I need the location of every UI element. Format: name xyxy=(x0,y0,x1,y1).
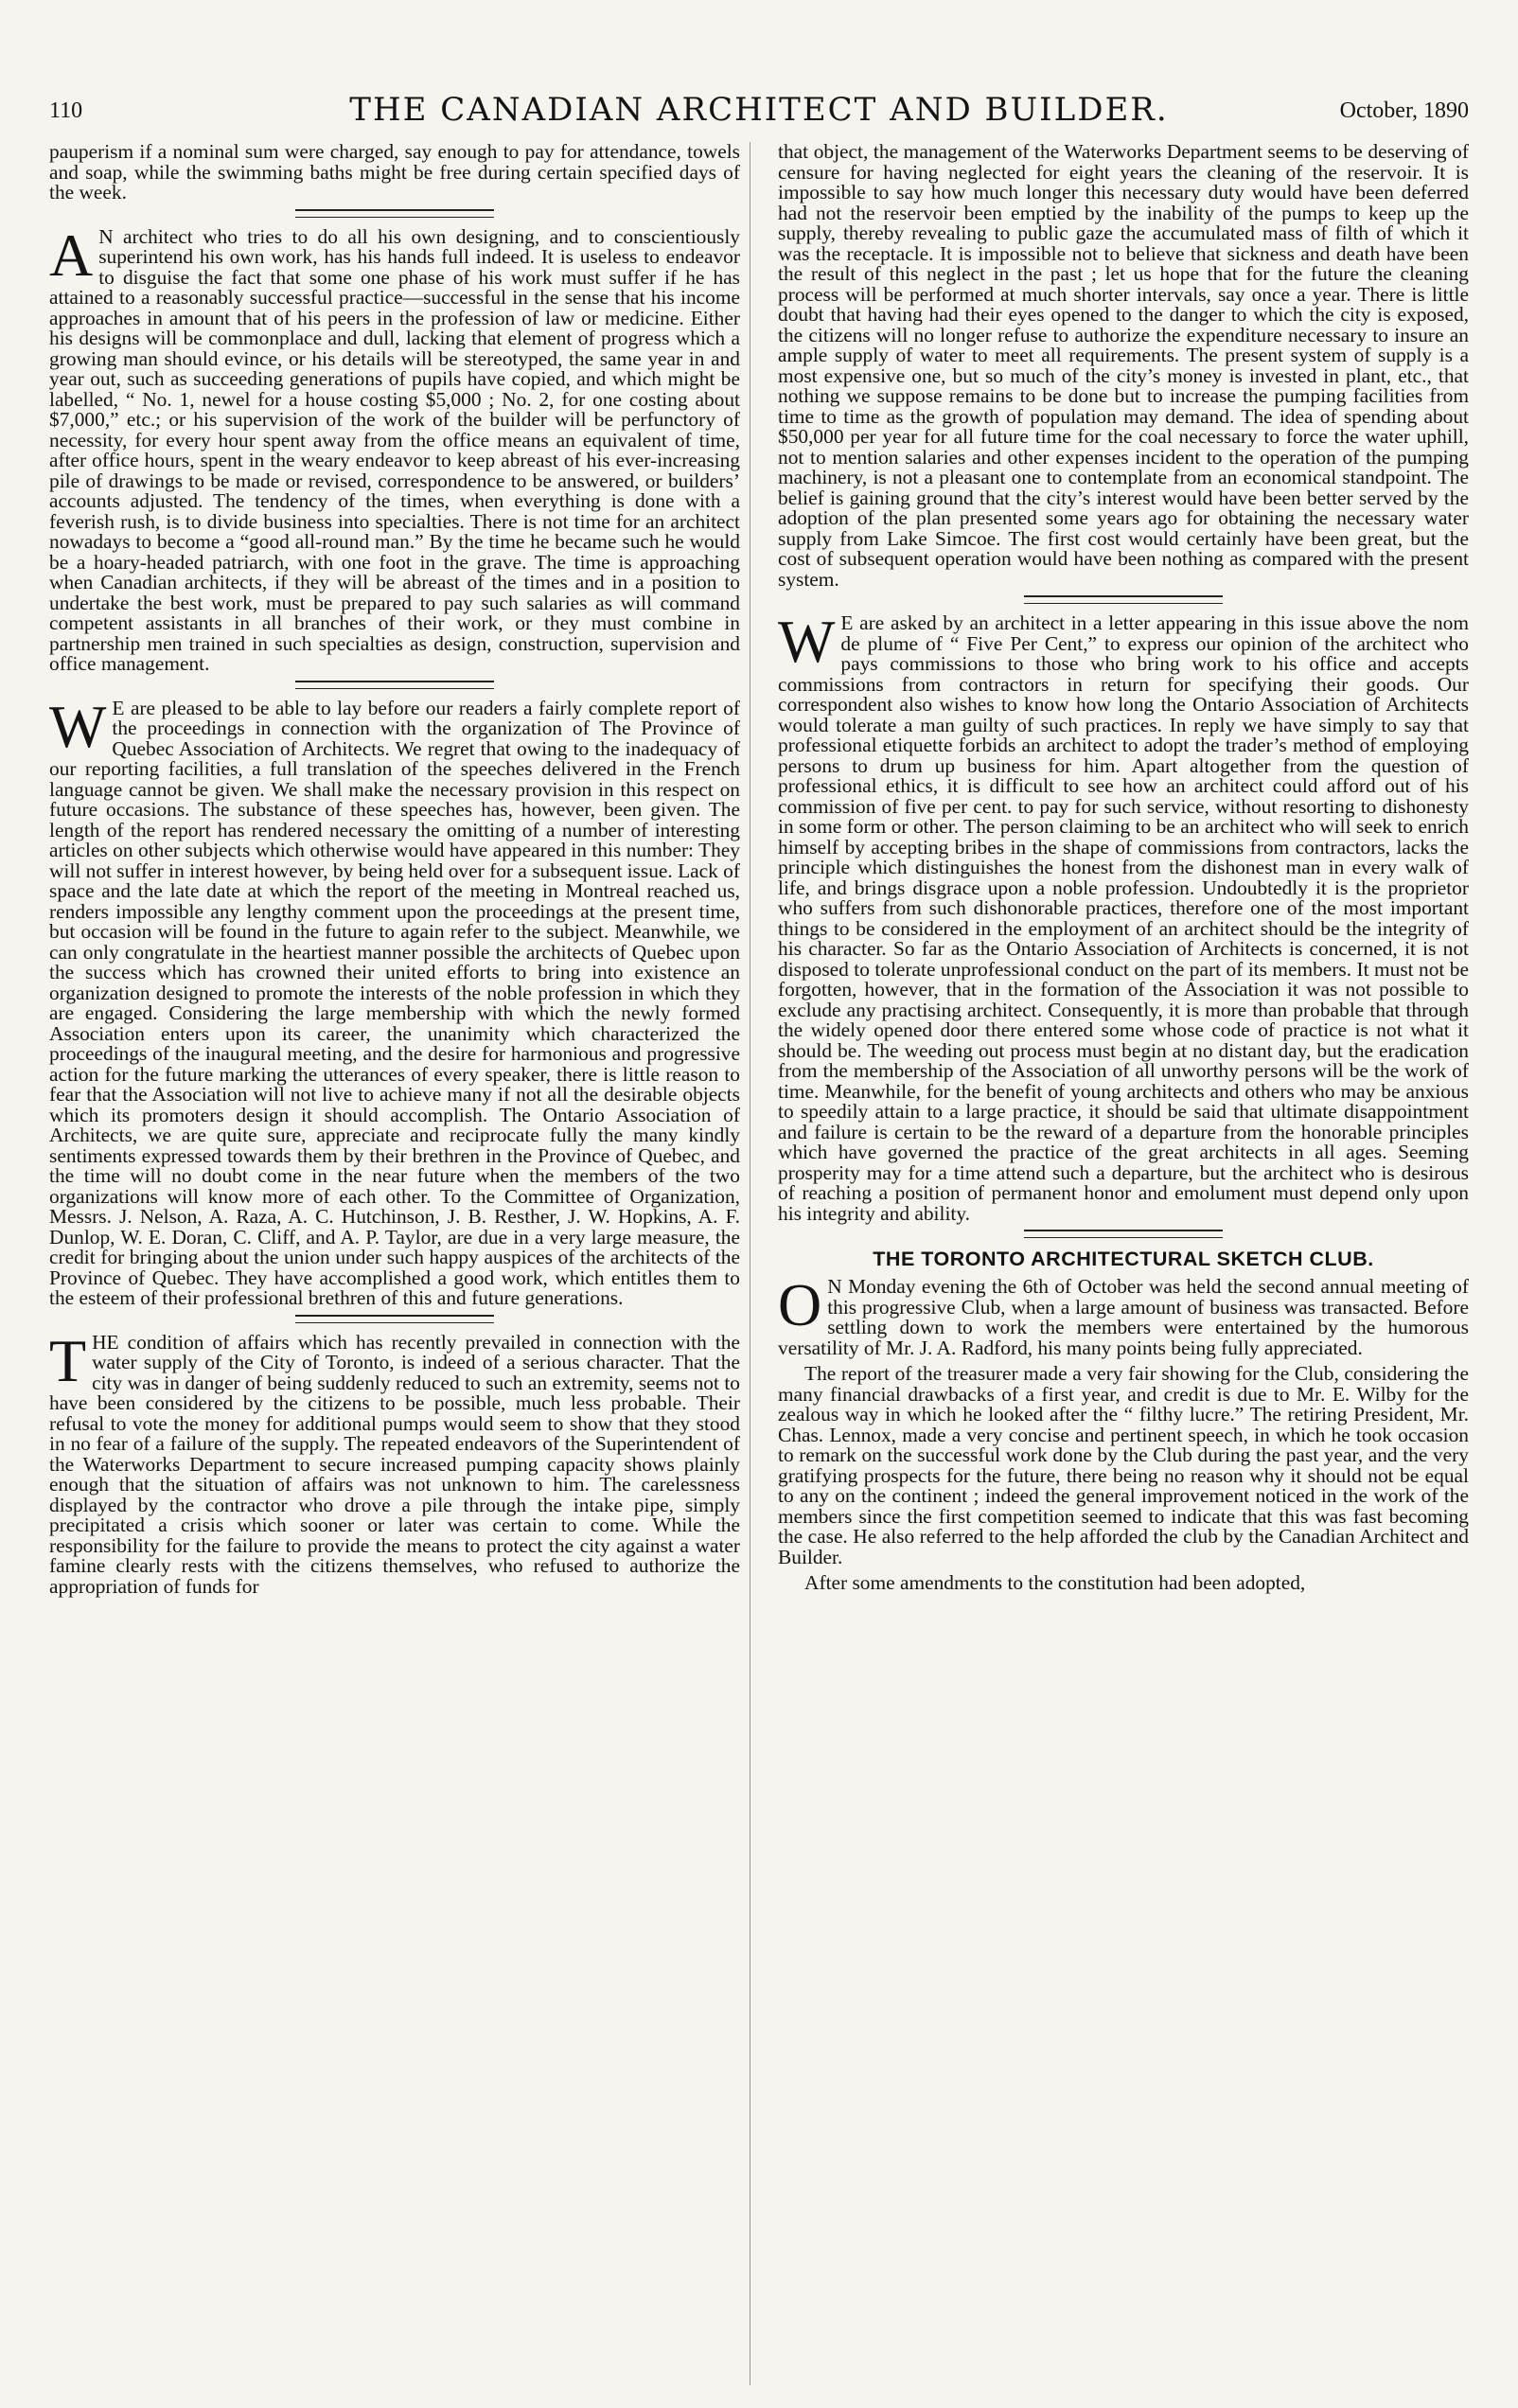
pauperism-paragraph: pauperism if a nominal sum were charged, say enough to pay for attendance, towels and soap, while the swimming baths might be free during certain specified days of the week. xyxy=(49,142,740,204)
dropcap-letter: W xyxy=(49,692,107,760)
issue-date: October, 1890 xyxy=(1339,98,1469,123)
journal-title: THE CANADIAN ARCHITECT AND BUILDER. xyxy=(349,91,1169,129)
dropcap-letter: O xyxy=(778,1271,822,1338)
commissions-editorial xyxy=(778,608,1469,1225)
page-number: 110 xyxy=(49,98,83,123)
sketch-club-heading: THE TORONTO ARCHITECTURAL SKETCH CLUB. xyxy=(873,1248,1374,1270)
waterworks-editorial-text: HE condition of affairs which has recently prevailed in connection with the water supply of the City of Toronto, is indeed of a serious character. That the city was in danger of being suddenly reduced to such an extremity, seems not to have been considered by the citizens to be possible, much less probable. Their refusal to vote the money for additional pumps would seem to show that they stood in no fear of a failure of the supply. The repeated endeavors of the Superintendent of the Waterworks Department to secure increased pumping capacity shows plainly enough that the situation of affairs was not unknown to him. The carelessness displayed by the contractor who drove a pile through the intake pipe, simply precipitated a crisis which sooner or later was certain to come. While the responsibility for the failure to provide the means to protect the city against a water famine clearly rests with the citizens themselves, who refused to authorize the appropriation of funds for xyxy=(49,1330,740,1598)
dropcap-letter: W xyxy=(778,608,836,675)
quebec-editorial xyxy=(49,692,740,1309)
dropcap-letter: A xyxy=(49,221,94,289)
sketch-club-paragraph-2: The report of the treasurer made a very fair showing for the Club, considering the many financial drawbacks of a first year, and credit is due to Mr. E. Wilby for the zealous way in which he looked after the “ filthy lucre.” The retiring President, Mr. Chas. Lennox, made a very concise and pertinent speech, in which he took occasion to remark on the successful work done by the Club during the past year, and the very gratifying prospects for the future, there being no reason why it should not be equal to any on the continent ; indeed the general improvement noticed in the work of the members since the first competition seemed to indicate that this was fast becoming the case. He also referred to the help afforded the club by the Canadian Architect and Builder. xyxy=(778,1362,1469,1568)
section-rule xyxy=(295,209,494,218)
right-column xyxy=(778,142,1469,2395)
dropcap-letter: T xyxy=(49,1326,87,1394)
page-header xyxy=(49,91,1469,133)
sketch-club-p1-text: N Monday evening the 6th of October was held the second annual meeting of this progressive Club, when a large amount of business was transacted. Before settling down to work the members were entertained by the humorous versatility of Mr. J. A. Radford, his many points being fully appreciated. xyxy=(778,1275,1469,1359)
waterworks-editorial xyxy=(49,1326,740,1598)
sketch-club-paragraph-1 xyxy=(778,1271,1469,1359)
section-rule xyxy=(295,1315,494,1323)
section-rule xyxy=(1024,1230,1223,1238)
architect-editorial xyxy=(49,221,740,675)
commissions-editorial-text: E are asked by an architect in a letter appearing in this issue above the nom de plume of “ Five Per Cent,” to express our opinion of the architect who pays commissions to those who bring work to his office and accepts commissions from contractors in return for specifying their goods. Our correspondent also wishes to know how long the Ontario Association of Architects would tolerate a man guilty of such practices. In reply we have simply to say that professional etiquette forbids an architect to adopt the trader’s method of employing persons to drum up business for him. Apart altogether from the question of professional ethics, it is difficult to see how an architect could afford out of his commission of five per cent. to pay for such service, without resorting to dishonesty in some form or other. The person claiming to be an architect who will seek to enrich himself by accepting bribes in the shape of commissions from contractors, lacks the principle which distinguishes the honest from the dishonest man in every walk of life, and brings disgrace upon a noble profession. Undoubtedly it is the proprietor who suffers from such dishonorable practices, therefore one of the most important things to be considered in the employment of an architect should be the integrity of his character. So far as the Ontario Association of Architects is concerned, it is not disposed to tolerate unprofessional conduct on the part of its members. It must not be forgotten, however, that in the formation of the Association it was not possible to exclude any practising architect. Consequently, it is more than probable that through the widely opened door there entered some whose code of practice is not what it should be. The weeding out process must begin at no distant day, but the eradication from the membership of the Association of all unworthy persons will be the work of time. Meanwhile, for the benefit of young architects and others who may be anxious to speedily attain to a large practice, it should be said that ultimate disappointment and failure is certain to be the reward of a departure from the honorable principles which have governed the practice of the great architects in all ages. Seeming prosperity may for a time attend such a departure, but the architect who is desirous of reaching a position of permanent honor and emolument must depend only upon his integrity and ability. xyxy=(778,611,1469,1225)
left-column xyxy=(49,142,740,2395)
section-rule xyxy=(295,681,494,689)
waterworks-continued: that object, the management of the Waterworks Department seems to be deserving of censure for having neglected for eight years the cleaning of the reservoir. It is impossible to say how much longer this necessary duty would have been deferred had not the reservoir been emptied by the inability of the pumps to keep up the supply, thereby revealing to public gaze the accumulated mass of filth of which it was the receptacle. It is impossible not to believe that sickness and death have been the result of this neglect in the past ; let us hope that for the future the cleaning process will be performed at much shorter intervals, say once a year. There is little doubt that having had their eyes opened to the danger to which the city is exposed, the citizens will no longer refuse to authorize the expenditure necessary to insure an ample supply of water to meet all requirements. The present system of supply is a most expensive one, but so much of the city’s money is invested in plant, etc., that nothing we suppose remains to be done but to increase the pumping facilities from time to time as the growth of population may demand. The idea of spending about $50,000 per year for all future time for the coal necessary to force the water uphill, not to mention salaries and other expenses incident to the operation of the pumping machinery, is not a pleasant one to contemplate from an economical standpoint. The belief is gaining ground that the city’s interest would have been better served by the adoption of the plan presented some years ago for obtaining the necessary water supply from Lake Simcoe. The first cost would certainly have been great, but the cost of subsequent operation would have been nothing as compared with the present system. xyxy=(778,142,1469,591)
architect-editorial-text: N architect who tries to do all his own designing, and to conscientiously superintend his own work, has his hands full indeed. It is useless to endeavor to disguise the fact that some one phase of his work must suffer if he has attained to a reasonably successful practice—successful in the sense that his income approaches in amount that of his peers in the profession of law or medicine. Either his designs will be commonplace and dull, lacking that element of progress which a growing man should evince, or his details will be stereotyped, the same year in and year out, such as succeeding generations of pupils have copied, and which might be labelled, “ No. 1, newel for a house costing $5,000 ; No. 2, for one costing about $7,000,” etc.; or his supervision of the work of the builder will be perfunctory of necessity, for every hour spent away from the office means an equivalent of time, after office hours, spent in the weary endeavor to keep abreast of his ever-increasing pile of drawings to be made or revised, correspondence to be answered, or builders’ accounts adjusted. The tendency of the times, when everything is done with a feverish rush, is to divide business into specialties. There is not time for an architect nowadays to become a “good all-round man.” By the time he became such he would be a hoary-headed patriarch, with one foot in the grave. The time is approaching when Canadian architects, if they will be abreast of the times and in a position to undertake the best work, must be prepared to pay such salaries as will command competent assistants in all branches of their work, or they must combine in partnership men trained in such specialties as design, construction, supervision and office management. xyxy=(49,224,740,675)
section-rule xyxy=(1024,595,1223,604)
quebec-editorial-text: E are pleased to be able to lay before our readers a fairly complete report of the proceedings in connection with the organization of The Province of Quebec Association of Architects. We regret that owing to the inadequacy of our reporting facilities, a full translation of the speeches delivered in the French language cannot be given. We shall make the necessary provision in this respect on future occasions. The substance of these speeches has, however, been given. The length of the report has rendered necessary the omitting of a number of interesting articles on other subjects which otherwise would have appeared in this number: They will not suffer in interest however, by being held over for a subsequent issue. Lack of space and the late date at which the report of the meeting in Montreal reached us, renders impossible any lengthy comment upon the proceedings at the present time, but occasion will be found in the future to again refer to the subject. Meanwhile, we can only congratulate in the heartiest manner possible the architects of Quebec upon the success which has crowned their united efforts to bring into existence an organization designed to promote the interests of the noble profession in which they are engaged. Considering the large membership with which the newly formed Association enters upon its career, the unanimity which characterized the proceedings of the inaugural meeting, and the desire for harmonious and progressive action for the future marking the utterances of every speaker, there is little reason to fear that the Association will not live to achieve many if not all the desirable objects which its promoters design it should accomplish. The Ontario Association of Architects, we are quite sure, appreciate and reciprocate fully the many kindly sentiments expressed towards them by their brethren in the Province of Quebec, and the time will no doubt come in the near future when the members of the two organizations will know more of each other. To the Committee of Organization, Messrs. J. Nelson, A. Raza, A. C. Hutchinson, J. B. Resther, J. W. Hopkins, A. F. Dunlop, W. E. Doran, C. Cliff, and A. P. Taylor, are due in a very large measure, the credit for bringing about the union under such happy auspices of the architects of the Province of Quebec. They have accomplished a good work, which entitles them to the esteem of their professional brethren of this and future generations. xyxy=(49,696,740,1309)
sketch-club-paragraph-3: After some amendments to the constitution had been adopted, xyxy=(804,1571,1306,1594)
